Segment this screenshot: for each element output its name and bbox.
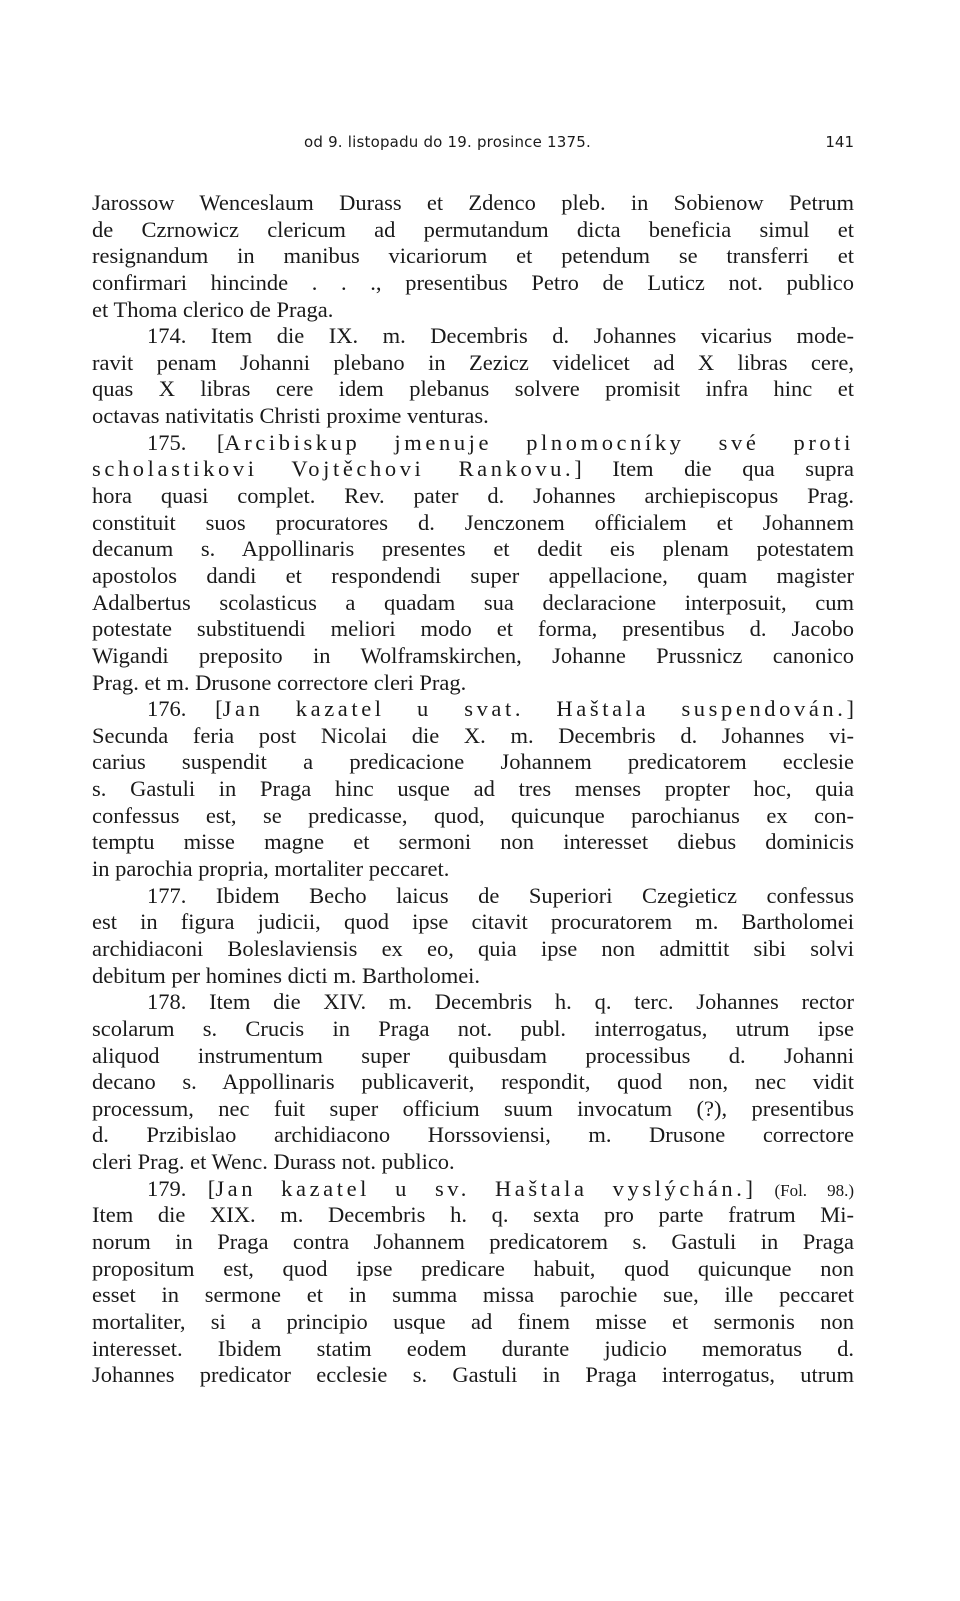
text-line: Adalbertus scolasticus a quadam sua declaracione interposuit, cum bbox=[92, 589, 854, 615]
text-line: 179. [Jan kazatel u sv. Haštala vyslýchán.] (Fol. 98.) bbox=[147, 1175, 855, 1201]
text-line: octavas nativitatis Christi proxime venturas. bbox=[92, 403, 489, 429]
text-line: de Czrnowicz clericum ad permutandum dicta beneficia simul et bbox=[92, 216, 854, 242]
text-line: s. Gastuli in Praga hinc usque ad tres menses propter hoc, quia bbox=[92, 776, 854, 802]
text-line: decano s. Appollinaris publicaverit, respondit, quod non, nec vidit bbox=[92, 1069, 854, 1095]
text-line: 176. [Jan kazatel u svat. Haštala suspendován.] bbox=[147, 696, 854, 722]
text-line: 177. Ibidem Becho laicus de Superiori Czegieticz confessus bbox=[147, 882, 854, 908]
text-line: apostolos dandi et respondendi super appellacione, quam magister bbox=[92, 562, 854, 588]
text-line: et Thoma clerico de Praga. bbox=[92, 296, 334, 322]
running-title: od 9. listopadu do 19. prosince 1375. bbox=[304, 133, 591, 151]
text-line: Jarossow Wenceslaum Durass et Zdenco pleb. in Sobienow Petrum bbox=[92, 190, 854, 215]
text-line: aliquod instrumentum super quibusdam processibus d. Johanni bbox=[92, 1042, 854, 1068]
text-line: 178. Item die XIV. m. Decembris h. q. terc. Johannes rector bbox=[147, 989, 854, 1015]
running-head bbox=[92, 133, 854, 157]
text-line: Item die XIX. m. Decembris h. q. sexta pro parte fratrum Mi- bbox=[92, 1202, 854, 1228]
text-line: hora quasi complet. Rev. pater d. Johannes archiepiscopus Prag. bbox=[92, 483, 854, 509]
text-line: Prag. et m. Drusone correctore cleri Prag. bbox=[92, 669, 467, 695]
text-line: archidiaconi Boleslaviensis ex eo, quia ipse non admittit sibi solvi bbox=[92, 935, 854, 961]
text-line: quas X libras cere idem plebanus solvere promisit infra hinc et bbox=[92, 376, 854, 402]
text-line: Secunda feria post Nicolai die X. m. Decembris d. Johannes vi- bbox=[92, 722, 854, 748]
text-line: Wigandi preposito in Wolframskirchen, Johanne Prussnicz canonico bbox=[92, 642, 854, 668]
text-line: potestate substituendi meliori modo et forma, presentibus d. Jacobo bbox=[92, 616, 854, 642]
text-line: 174. Item die IX. m. Decembris d. Johannes vicarius mode- bbox=[147, 323, 854, 349]
text-line: processum, nec fuit super officium suum invocatum (?), presentibus bbox=[92, 1095, 854, 1121]
text-line: scholastikovi Vojtěchovi Rankovu.] Item die qua supra bbox=[92, 456, 855, 482]
text-line: carius suspendit a predicacione Johannem predicatorem ecclesie bbox=[92, 749, 854, 775]
text-line: Johannes predicator ecclesie s. Gastuli in Praga interrogatus, utrum bbox=[92, 1362, 854, 1388]
text-line: temptu misse magne et sermoni non interesset diebus dominicis bbox=[92, 829, 854, 855]
text-line: resignandum in manibus vicariorum et petendum se transferri et bbox=[92, 243, 854, 269]
text-line: in parochia propria, mortaliter peccaret. bbox=[92, 856, 450, 882]
text-line: decanum s. Appollinaris presentes et dedit eis plenam potestatem bbox=[92, 536, 854, 562]
text-line: debitum per homines dicti m. Bartholomei. bbox=[92, 962, 481, 988]
text-line: scolarum s. Crucis in Praga not. publ. interrogatus, utrum ipse bbox=[92, 1015, 854, 1041]
text-line: ravit penam Johanni plebano in Zezicz videlicet ad X libras cere, bbox=[92, 349, 854, 375]
text-line: propositum est, quod ipse predicare habuit, quod quicunque non bbox=[92, 1255, 854, 1281]
text-line: constituit suos procuratores d. Jenczonem officialem et Johannem bbox=[92, 509, 854, 535]
text-line: confessus est, se predicasse, quod, quicunque parochianus ex con- bbox=[92, 802, 854, 828]
text-line: esset in sermone et in summa missa parochie sue, ille peccaret bbox=[92, 1282, 854, 1308]
text-line: norum in Praga contra Johannem predicatorem s. Gastuli in Praga bbox=[92, 1228, 854, 1254]
text-line: d. Przibislao archidiacono Horssoviensi, m. Drusone correctore bbox=[92, 1122, 854, 1148]
text-line: 175. [Arcibiskup jmenuje plnomocníky své proti bbox=[147, 429, 854, 455]
text-line: mortaliter, si a principio usque ad finem misse et sermonis non bbox=[92, 1308, 854, 1334]
text-line: est in figura judicii, quod ipse citavit procuratorem m. Bartholomei bbox=[92, 909, 854, 935]
body-text bbox=[92, 190, 854, 1389]
text-line: confirmari hincinde . . ., presentibus Petro de Luticz not. publico bbox=[92, 269, 854, 295]
text-line: cleri Prag. et Wenc. Durass not. publico. bbox=[92, 1149, 455, 1175]
page-number: 141 bbox=[825, 133, 854, 151]
text-line: interesset. Ibidem statim eodem durante judicio memoratus d. bbox=[92, 1335, 854, 1361]
